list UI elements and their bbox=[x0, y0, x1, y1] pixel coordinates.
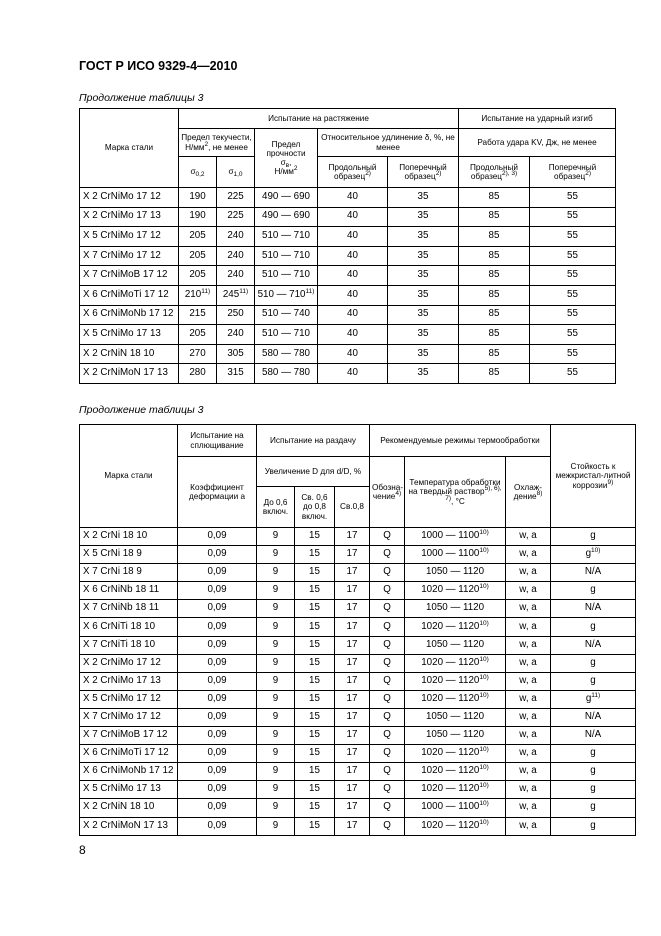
cell-treatment-temperature: 1020 — 1120$^{10)}$ bbox=[405, 781, 506, 799]
cell-corrosion-resistance: g bbox=[551, 799, 636, 817]
cell-sigma-10: 250 bbox=[217, 305, 255, 325]
cell-steel-grade: X 7 CrNiMoB 17 12 bbox=[80, 727, 178, 745]
cell-expansion-up-to-0-6: 9 bbox=[257, 727, 295, 745]
cell-designation: Q bbox=[370, 781, 405, 799]
cell-tensile-strength: 510 — 740 bbox=[255, 305, 318, 325]
cell-cooling: w, a bbox=[506, 727, 551, 745]
cell-treatment-temperature: 1020 — 1120$^{10)}$ bbox=[405, 582, 506, 600]
table-caption: Продолжение таблицы 3 bbox=[79, 404, 204, 416]
table-row bbox=[80, 285, 616, 305]
header-sigma-10: $\sigma_{1,0}$ bbox=[217, 157, 255, 188]
header-tensile-strength: Предел прочности $\sigma_в$, $Н/мм^2$ bbox=[255, 129, 318, 188]
cell-deformation-coefficient: 0,09 bbox=[178, 546, 257, 564]
cell-expansion-over-0-8: 17 bbox=[335, 745, 370, 763]
cell-treatment-temperature: 1020 — 1120$^{10)}$ bbox=[405, 654, 506, 672]
cell-expansion-up-to-0-6: 9 bbox=[257, 708, 295, 726]
cell-designation: Q bbox=[370, 654, 405, 672]
cell-sigma-02: 215 bbox=[179, 305, 217, 325]
cell-cooling: w, a bbox=[506, 528, 551, 546]
cell-treatment-temperature: 1020 — 1120$^{10)}$ bbox=[405, 817, 506, 835]
cell-treatment-temperature: 1050 — 1120 bbox=[405, 600, 506, 618]
cell-corrosion-resistance: g bbox=[551, 781, 636, 799]
header-impact-test: Испытание на ударный изгиб bbox=[459, 109, 616, 129]
cell-cooling: w, a bbox=[506, 708, 551, 726]
cell-treatment-temperature: 1020 — 1120$^{10)}$ bbox=[405, 672, 506, 690]
cell-impact-longitudinal: 85 bbox=[459, 188, 530, 208]
cell-impact-transverse: 55 bbox=[530, 266, 616, 286]
cell-expansion-up-to-0-6: 9 bbox=[257, 763, 295, 781]
cell-sigma-10: 225 bbox=[217, 207, 255, 227]
cell-expansion-0-6-to-0-8: 15 bbox=[295, 799, 335, 817]
table-row bbox=[80, 636, 636, 654]
cell-tensile-strength: 580 — 780 bbox=[255, 364, 318, 384]
cell-designation: Q bbox=[370, 727, 405, 745]
cell-deformation-coefficient: 0,09 bbox=[178, 600, 257, 618]
cell-cooling: w, a bbox=[506, 672, 551, 690]
cell-sigma-10: 305 bbox=[217, 344, 255, 364]
document-header: ГОСТ Р ИСО 9329-4—2010 bbox=[79, 59, 238, 73]
table-row bbox=[80, 188, 616, 208]
cell-expansion-0-6-to-0-8: 15 bbox=[295, 636, 335, 654]
cell-impact-transverse: 55 bbox=[530, 344, 616, 364]
cell-designation: Q bbox=[370, 799, 405, 817]
cell-corrosion-resistance: N/A bbox=[551, 600, 636, 618]
header-transverse-sample-impact: Поперечный образец$^{2)}$ bbox=[530, 157, 616, 188]
cell-expansion-over-0-8: 17 bbox=[335, 781, 370, 799]
cell-sigma-10: 315 bbox=[217, 364, 255, 384]
header-steel-grade: Марка стали bbox=[80, 425, 178, 528]
cell-cooling: w, a bbox=[506, 745, 551, 763]
cell-corrosion-resistance: g bbox=[551, 618, 636, 636]
table-row bbox=[80, 618, 636, 636]
cell-corrosion-resistance: N/A bbox=[551, 708, 636, 726]
cell-designation: Q bbox=[370, 618, 405, 636]
table-row bbox=[80, 817, 636, 835]
cell-expansion-up-to-0-6: 9 bbox=[257, 618, 295, 636]
header-steel-grade: Марка стали bbox=[80, 109, 179, 188]
cell-steel-grade: X 2 CrNi 18 10 bbox=[80, 528, 178, 546]
cell-treatment-temperature: 1050 — 1120 bbox=[405, 708, 506, 726]
cell-steel-grade: X 5 CrNiMo 17 13 bbox=[80, 781, 178, 799]
cell-steel-grade: X 7 CrNiNb 18 11 bbox=[80, 600, 178, 618]
cell-cooling: w, a bbox=[506, 636, 551, 654]
cell-expansion-over-0-8: 17 bbox=[335, 636, 370, 654]
cell-steel-grade: X 6 CrNiNb 18 11 bbox=[80, 582, 178, 600]
cell-impact-transverse: 55 bbox=[530, 325, 616, 345]
cell-tensile-strength: 580 — 780 bbox=[255, 344, 318, 364]
cell-tensile-strength: 510 — 710 bbox=[255, 227, 318, 247]
cell-expansion-up-to-0-6: 9 bbox=[257, 745, 295, 763]
header-yield-strength: Предел текучести, $Н/мм^2$, не менее bbox=[179, 129, 255, 157]
cell-steel-grade: X 7 CrNiMo 17 12 bbox=[80, 246, 179, 266]
header-elongation: Относительное удлинение δ, %, не менее bbox=[318, 129, 459, 157]
cell-designation: Q bbox=[370, 817, 405, 835]
header-heat-treatment: Рекомендуемые режимы термообработки bbox=[370, 425, 551, 457]
table-row bbox=[80, 564, 636, 582]
header-cooling: Охлаж-дение$^{8)}$ bbox=[506, 457, 551, 528]
cell-expansion-over-0-8: 17 bbox=[335, 564, 370, 582]
cell-cooling: w, a bbox=[506, 799, 551, 817]
cell-impact-transverse: 55 bbox=[530, 227, 616, 247]
cell-steel-grade: X 2 CrNiN 18 10 bbox=[80, 799, 178, 817]
cell-expansion-over-0-8: 17 bbox=[335, 582, 370, 600]
header-up-to-0-6: До 0,6 включ. bbox=[257, 487, 295, 528]
cell-expansion-0-6-to-0-8: 15 bbox=[295, 763, 335, 781]
cell-steel-grade: X 2 CrNiMo 17 12 bbox=[80, 188, 179, 208]
cell-expansion-up-to-0-6: 9 bbox=[257, 672, 295, 690]
cell-corrosion-resistance: g bbox=[551, 528, 636, 546]
cell-cooling: w, a bbox=[506, 582, 551, 600]
cell-expansion-0-6-to-0-8: 15 bbox=[295, 654, 335, 672]
header-diameter-increase: Увеличение D для d/D, % bbox=[257, 457, 370, 487]
cell-expansion-over-0-8: 17 bbox=[335, 654, 370, 672]
cell-designation: Q bbox=[370, 546, 405, 564]
cell-elongation-transverse: 35 bbox=[388, 364, 459, 384]
cell-expansion-0-6-to-0-8: 15 bbox=[295, 618, 335, 636]
header-longitudinal-sample: Продольный образец$^{2)}$ bbox=[318, 157, 388, 188]
cell-designation: Q bbox=[370, 582, 405, 600]
cell-elongation-transverse: 35 bbox=[388, 207, 459, 227]
table-row bbox=[80, 799, 636, 817]
table-row bbox=[80, 763, 636, 781]
cell-cooling: w, a bbox=[506, 690, 551, 708]
cell-expansion-0-6-to-0-8: 15 bbox=[295, 817, 335, 835]
table-row bbox=[80, 672, 636, 690]
table-row bbox=[80, 207, 616, 227]
cell-corrosion-resistance: N/A bbox=[551, 727, 636, 745]
cell-cooling: w, a bbox=[506, 763, 551, 781]
table-row bbox=[80, 528, 636, 546]
cell-cooling: w, a bbox=[506, 546, 551, 564]
cell-elongation-longitudinal: 40 bbox=[318, 305, 388, 325]
cell-designation: Q bbox=[370, 636, 405, 654]
cell-elongation-longitudinal: 40 bbox=[318, 207, 388, 227]
cell-expansion-0-6-to-0-8: 15 bbox=[295, 672, 335, 690]
cell-expansion-up-to-0-6: 9 bbox=[257, 654, 295, 672]
cell-impact-transverse: 55 bbox=[530, 285, 616, 305]
cell-impact-longitudinal: 85 bbox=[459, 207, 530, 227]
cell-expansion-up-to-0-6: 9 bbox=[257, 600, 295, 618]
cell-sigma-02: 190 bbox=[179, 188, 217, 208]
header-longitudinal-sample-impact: Продольный образец$^{2), 3)}$ bbox=[459, 157, 530, 188]
cell-steel-grade: X 7 CrNiMo 17 12 bbox=[80, 708, 178, 726]
cell-steel-grade: X 2 CrNiMo 17 12 bbox=[80, 654, 178, 672]
table-row bbox=[80, 546, 636, 564]
cell-cooling: w, a bbox=[506, 781, 551, 799]
cell-impact-longitudinal: 85 bbox=[459, 246, 530, 266]
cell-designation: Q bbox=[370, 745, 405, 763]
cell-expansion-over-0-8: 17 bbox=[335, 727, 370, 745]
cell-deformation-coefficient: 0,09 bbox=[178, 582, 257, 600]
cell-tensile-strength: 510 — 710 bbox=[255, 266, 318, 286]
cell-elongation-longitudinal: 40 bbox=[318, 285, 388, 305]
cell-expansion-over-0-8: 17 bbox=[335, 600, 370, 618]
cell-impact-longitudinal: 85 bbox=[459, 266, 530, 286]
cell-tensile-strength: 510 — 710 bbox=[255, 246, 318, 266]
cell-impact-longitudinal: 85 bbox=[459, 344, 530, 364]
cell-steel-grade: X 5 CrNiMo 17 12 bbox=[80, 227, 179, 247]
cell-tensile-strength: 490 — 690 bbox=[255, 207, 318, 227]
cell-steel-grade: X 2 CrNiMo 17 13 bbox=[80, 672, 178, 690]
cell-corrosion-resistance: $g^{10)}$ bbox=[551, 546, 636, 564]
table-row bbox=[80, 600, 636, 618]
cell-treatment-temperature: 1020 — 1120$^{10)}$ bbox=[405, 763, 506, 781]
cell-elongation-transverse: 35 bbox=[388, 285, 459, 305]
cell-expansion-0-6-to-0-8: 15 bbox=[295, 600, 335, 618]
header-transverse-sample: Поперечный образец$^{2)}$ bbox=[388, 157, 459, 188]
cell-treatment-temperature: 1050 — 1120 bbox=[405, 727, 506, 745]
cell-deformation-coefficient: 0,09 bbox=[178, 690, 257, 708]
cell-sigma-02: 270 bbox=[179, 344, 217, 364]
cell-impact-transverse: 55 bbox=[530, 246, 616, 266]
header-sigma-02: $\sigma_{0,2}$ bbox=[179, 157, 217, 188]
cell-expansion-up-to-0-6: 9 bbox=[257, 690, 295, 708]
cell-designation: Q bbox=[370, 564, 405, 582]
cell-corrosion-resistance: g bbox=[551, 654, 636, 672]
cell-cooling: w, a bbox=[506, 618, 551, 636]
cell-sigma-10: 245$^{11)}$ bbox=[217, 285, 255, 305]
header-corrosion-resistance: Стойкость к межкристал-литной коррозии$^{9)}$ bbox=[551, 425, 636, 528]
cell-sigma-10: 240 bbox=[217, 246, 255, 266]
table-row bbox=[80, 344, 616, 364]
cell-designation: Q bbox=[370, 708, 405, 726]
cell-deformation-coefficient: 0,09 bbox=[178, 618, 257, 636]
header-deformation-coefficient: Коэффициент деформации a bbox=[178, 457, 257, 528]
cell-corrosion-resistance: g bbox=[551, 745, 636, 763]
cell-expansion-0-6-to-0-8: 15 bbox=[295, 690, 335, 708]
cell-deformation-coefficient: 0,09 bbox=[178, 636, 257, 654]
cell-expansion-up-to-0-6: 9 bbox=[257, 546, 295, 564]
cell-impact-longitudinal: 85 bbox=[459, 285, 530, 305]
cell-steel-grade: X 7 CrNiMoB 17 12 bbox=[80, 266, 179, 286]
cell-steel-grade: X 7 CrNi 18 9 bbox=[80, 564, 178, 582]
header-treatment-temperature: Температура обработки на твердый раствор$^{5), 6), 7)}$, °С bbox=[405, 457, 506, 528]
cell-deformation-coefficient: 0,09 bbox=[178, 781, 257, 799]
cell-corrosion-resistance: g bbox=[551, 817, 636, 835]
header-designation: Обозна-чение$^{4)}$ bbox=[370, 457, 405, 528]
cell-cooling: w, a bbox=[506, 600, 551, 618]
table-row bbox=[80, 654, 636, 672]
cell-impact-transverse: 55 bbox=[530, 207, 616, 227]
cell-deformation-coefficient: 0,09 bbox=[178, 528, 257, 546]
cell-tensile-strength: 490 — 690 bbox=[255, 188, 318, 208]
cell-expansion-0-6-to-0-8: 15 bbox=[295, 528, 335, 546]
cell-expansion-0-6-to-0-8: 15 bbox=[295, 564, 335, 582]
cell-expansion-over-0-8: 17 bbox=[335, 708, 370, 726]
cell-impact-transverse: 55 bbox=[530, 188, 616, 208]
cell-sigma-10: 240 bbox=[217, 266, 255, 286]
cell-treatment-temperature: 1020 — 1120$^{10)}$ bbox=[405, 618, 506, 636]
cell-expansion-up-to-0-6: 9 bbox=[257, 799, 295, 817]
cell-elongation-longitudinal: 40 bbox=[318, 325, 388, 345]
cell-elongation-longitudinal: 40 bbox=[318, 266, 388, 286]
cell-corrosion-resistance: g bbox=[551, 672, 636, 690]
cell-sigma-02: 280 bbox=[179, 364, 217, 384]
cell-expansion-up-to-0-6: 9 bbox=[257, 636, 295, 654]
cell-impact-longitudinal: 85 bbox=[459, 325, 530, 345]
table-row bbox=[80, 364, 616, 384]
header-tension-test: Испытание на растяжение bbox=[179, 109, 459, 129]
cell-expansion-up-to-0-6: 9 bbox=[257, 582, 295, 600]
cell-impact-longitudinal: 85 bbox=[459, 364, 530, 384]
cell-elongation-longitudinal: 40 bbox=[318, 227, 388, 247]
cell-steel-grade: X 2 CrNiMoN 17 13 bbox=[80, 364, 179, 384]
cell-steel-grade: X 2 CrNiMoN 17 13 bbox=[80, 817, 178, 835]
cell-elongation-transverse: 35 bbox=[388, 344, 459, 364]
cell-elongation-longitudinal: 40 bbox=[318, 364, 388, 384]
cell-deformation-coefficient: 0,09 bbox=[178, 817, 257, 835]
cell-expansion-0-6-to-0-8: 15 bbox=[295, 745, 335, 763]
cell-expansion-0-6-to-0-8: 15 bbox=[295, 546, 335, 564]
cell-elongation-transverse: 35 bbox=[388, 325, 459, 345]
table-row bbox=[80, 727, 636, 745]
cell-designation: Q bbox=[370, 600, 405, 618]
cell-elongation-longitudinal: 40 bbox=[318, 344, 388, 364]
cell-expansion-0-6-to-0-8: 15 bbox=[295, 582, 335, 600]
cell-expansion-over-0-8: 17 bbox=[335, 799, 370, 817]
cell-treatment-temperature: 1000 — 1100$^{10)}$ bbox=[405, 528, 506, 546]
header-impact-work: Работа удара KV, Дж, не менее bbox=[459, 129, 616, 157]
cell-treatment-temperature: 1050 — 1120 bbox=[405, 564, 506, 582]
cell-corrosion-resistance: g bbox=[551, 763, 636, 781]
cell-treatment-temperature: 1050 — 1120 bbox=[405, 636, 506, 654]
cell-expansion-over-0-8: 17 bbox=[335, 546, 370, 564]
cell-cooling: w, a bbox=[506, 654, 551, 672]
cell-elongation-transverse: 35 bbox=[388, 246, 459, 266]
cell-impact-longitudinal: 85 bbox=[459, 227, 530, 247]
cell-steel-grade: X 6 CrNiMoTi 17 12 bbox=[80, 285, 179, 305]
cell-treatment-temperature: 1000 — 1100$^{10)}$ bbox=[405, 799, 506, 817]
cell-sigma-02: 205 bbox=[179, 325, 217, 345]
table-row bbox=[80, 745, 636, 763]
cell-cooling: w, a bbox=[506, 817, 551, 835]
cell-sigma-10: 225 bbox=[217, 188, 255, 208]
table-caption: Продолжение таблицы 3 bbox=[79, 92, 204, 104]
table-row bbox=[80, 582, 636, 600]
cell-steel-grade: X 5 CrNi 18 9 bbox=[80, 546, 178, 564]
cell-tensile-strength: 510 — 710 bbox=[255, 325, 318, 345]
cell-designation: Q bbox=[370, 763, 405, 781]
cell-expansion-0-6-to-0-8: 15 bbox=[295, 781, 335, 799]
technological-properties-table bbox=[79, 424, 636, 836]
cell-steel-grade: X 2 CrNiN 18 10 bbox=[80, 344, 179, 364]
cell-deformation-coefficient: 0,09 bbox=[178, 727, 257, 745]
cell-treatment-temperature: 1020 — 1120$^{10)}$ bbox=[405, 745, 506, 763]
cell-sigma-02: 205 bbox=[179, 227, 217, 247]
cell-sigma-10: 240 bbox=[217, 325, 255, 345]
header-flattening-test: Испытание на сплющивание bbox=[178, 425, 257, 457]
cell-elongation-transverse: 35 bbox=[388, 266, 459, 286]
cell-elongation-transverse: 35 bbox=[388, 188, 459, 208]
cell-expansion-up-to-0-6: 9 bbox=[257, 817, 295, 835]
cell-cooling: w, a bbox=[506, 564, 551, 582]
mechanical-properties-table bbox=[79, 108, 616, 384]
table-row bbox=[80, 246, 616, 266]
table-row bbox=[80, 325, 616, 345]
cell-deformation-coefficient: 0,09 bbox=[178, 763, 257, 781]
cell-corrosion-resistance: N/A bbox=[551, 636, 636, 654]
cell-deformation-coefficient: 0,09 bbox=[178, 672, 257, 690]
cell-sigma-02: 205 bbox=[179, 266, 217, 286]
cell-expansion-over-0-8: 17 bbox=[335, 528, 370, 546]
cell-sigma-10: 240 bbox=[217, 227, 255, 247]
cell-sigma-02: 205 bbox=[179, 246, 217, 266]
table-row bbox=[80, 690, 636, 708]
cell-impact-transverse: 55 bbox=[530, 305, 616, 325]
cell-treatment-temperature: 1000 — 1100$^{10)}$ bbox=[405, 546, 506, 564]
cell-tensile-strength: 510 — 710$^{11)}$ bbox=[255, 285, 318, 305]
cell-expansion-0-6-to-0-8: 15 bbox=[295, 708, 335, 726]
cell-steel-grade: X 5 CrNiMo 17 12 bbox=[80, 690, 178, 708]
table-row bbox=[80, 266, 616, 286]
cell-designation: Q bbox=[370, 690, 405, 708]
cell-designation: Q bbox=[370, 672, 405, 690]
cell-impact-longitudinal: 85 bbox=[459, 305, 530, 325]
header-over-0-8: Св.0,8 bbox=[335, 487, 370, 528]
cell-expansion-over-0-8: 17 bbox=[335, 763, 370, 781]
cell-deformation-coefficient: 0,09 bbox=[178, 708, 257, 726]
cell-expansion-over-0-8: 17 bbox=[335, 672, 370, 690]
cell-steel-grade: X 2 CrNiMo 17 13 bbox=[80, 207, 179, 227]
cell-expansion-over-0-8: 17 bbox=[335, 817, 370, 835]
cell-expansion-up-to-0-6: 9 bbox=[257, 528, 295, 546]
page-number: 8 bbox=[79, 843, 86, 857]
cell-steel-grade: X 7 CrNiTi 18 10 bbox=[80, 636, 178, 654]
cell-sigma-02: 190 bbox=[179, 207, 217, 227]
cell-deformation-coefficient: 0,09 bbox=[178, 654, 257, 672]
cell-expansion-up-to-0-6: 9 bbox=[257, 564, 295, 582]
table-row bbox=[80, 305, 616, 325]
cell-elongation-transverse: 35 bbox=[388, 227, 459, 247]
cell-steel-grade: X 6 CrNiTi 18 10 bbox=[80, 618, 178, 636]
cell-impact-transverse: 55 bbox=[530, 364, 616, 384]
table-row bbox=[80, 781, 636, 799]
cell-deformation-coefficient: 0,09 bbox=[178, 745, 257, 763]
cell-steel-grade: X 6 CrNiMoTi 17 12 bbox=[80, 745, 178, 763]
cell-deformation-coefficient: 0,09 bbox=[178, 564, 257, 582]
cell-steel-grade: X 6 CrNiMoNb 17 12 bbox=[80, 305, 179, 325]
cell-expansion-over-0-8: 17 bbox=[335, 690, 370, 708]
cell-deformation-coefficient: 0,09 bbox=[178, 799, 257, 817]
cell-steel-grade: X 6 CrNiMoNb 17 12 bbox=[80, 763, 178, 781]
cell-designation: Q bbox=[370, 528, 405, 546]
cell-expansion-0-6-to-0-8: 15 bbox=[295, 727, 335, 745]
cell-elongation-transverse: 35 bbox=[388, 305, 459, 325]
cell-sigma-02: 210$^{11)}$ bbox=[179, 285, 217, 305]
cell-treatment-temperature: 1020 — 1120$^{10)}$ bbox=[405, 690, 506, 708]
cell-expansion-over-0-8: 17 bbox=[335, 618, 370, 636]
cell-corrosion-resistance: g bbox=[551, 582, 636, 600]
cell-steel-grade: X 5 CrNiMo 17 13 bbox=[80, 325, 179, 345]
header-expansion-test: Испытание на раздачу bbox=[257, 425, 370, 457]
cell-corrosion-resistance: N/A bbox=[551, 564, 636, 582]
table-row bbox=[80, 708, 636, 726]
cell-elongation-longitudinal: 40 bbox=[318, 246, 388, 266]
header-0-6-to-0-8: Св. 0,6 до 0,8 включ. bbox=[295, 487, 335, 528]
cell-corrosion-resistance: $g^{11)}$ bbox=[551, 690, 636, 708]
table-row bbox=[80, 227, 616, 247]
cell-elongation-longitudinal: 40 bbox=[318, 188, 388, 208]
cell-expansion-up-to-0-6: 9 bbox=[257, 781, 295, 799]
